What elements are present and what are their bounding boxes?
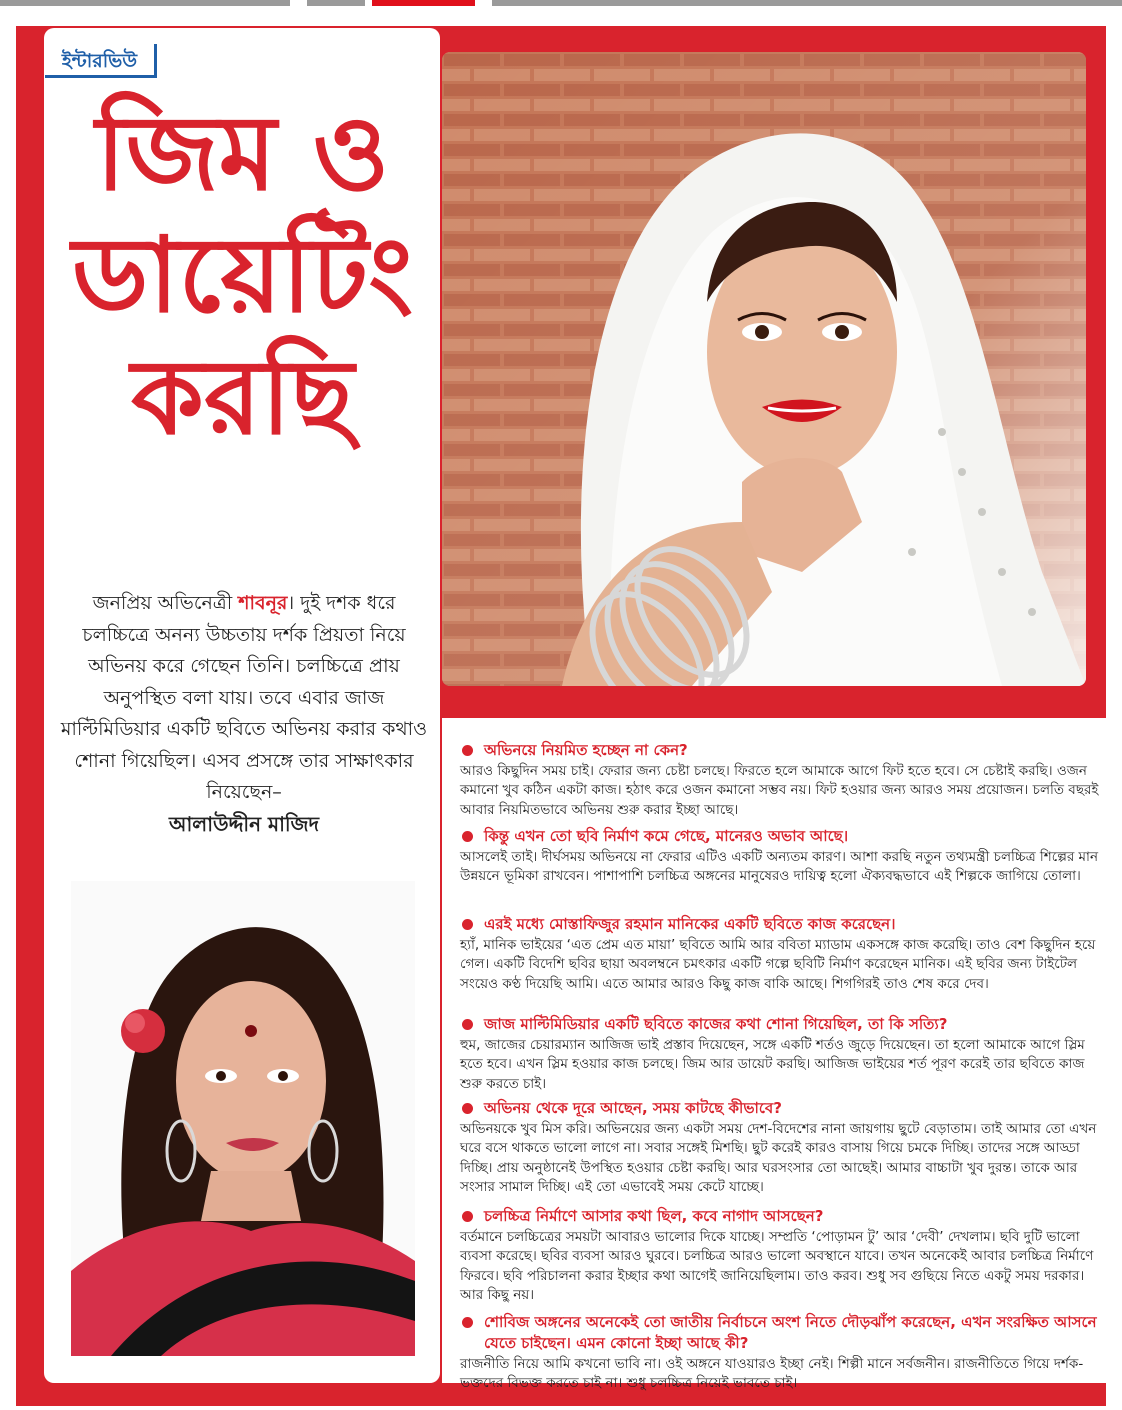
top-rule (307, 0, 365, 6)
answer: হুম, জাজের চেয়ারম্যান আজিজ ভাই প্রস্তাব দিয়েছেন, সঙ্গে একটি শর্তও জুড়ে দিয়েছেন। তা হলো আমাকে আগে স্লিম হতে হবে। এখন স্লিম হওয়ার কাজ চলছে। জিম আর ডায়েট করছি। আজিজ ভাইয়ের শর্ত পূরণ করেই তার ছবিতে কাজ শুরু করতে চাই। (460, 1037, 1085, 1092)
question: জাজ মাল্টিমিডিয়ার একটি ছবিতে কাজের কথা শোনা গিয়েছিল, তা কি সত্যি? (460, 1014, 1100, 1035)
headline-line: জিম ও (95, 92, 390, 214)
answer: বর্তমানে চলচ্চিত্রের সময়টা আবারও ভালোর দিকে যাচ্ছে। সম্প্রতি ‘পোড়ামন টু’ আর ‘দেবী’ দেখলাম। ছবি দুটি ভালো ব্যবসা করেছে। ছবির ব্যবসা আরও ঘুরবে। চলচ্চিত্র আরও ভালো অবস্থানে যাবে। তখন অনেকেই আবার চলচ্চিত্র নির্মাণে ফিরবে। ছবি পরিচালনা করার ইচ্ছার কথা আগেই জানিয়েছিলাম। তাও করব। শুধু সব গুছিয়ে নিতে একটু সময় দরকার। আর কিছু নয়। (460, 1229, 1094, 1303)
question: কিন্তু এখন তো ছবি নির্মাণ কমে গেছে, মানেরও অভাব আছে। (460, 826, 1100, 847)
headline (50, 92, 435, 458)
intro-text: । দুই দশক ধরে চলচ্চিত্রে অনন্য উচ্চতায় দর্শক প্রিয়তা নিয়ে অভিনয় করে গেছেন তিনি। চলচ্চিত্রে প্রায় অনুপস্থিত বলা যায়। তবে এবার জাজ মাল্টিমিডিয়ার একটি ছবিতে অভিনয় করার কথাও শোনা গিয়েছিল। এসব প্রসঙ্গে তার সাক্ষাৎকার নিয়েছেন– (60, 592, 428, 803)
secondary-portrait-photo (71, 881, 415, 1356)
answer: আরও কিছুদিন সময় চাই। ফেরার জন্য চেষ্টা চলছে। ফিরতে হলে আমাকে আগে ফিট হতে হবে। সে চেষ্টাই করছি। ওজন কমানো খুব কঠিন একটা কাজ। হঠাৎ করে ওজন কমানো সম্ভব নয়। ফিট হওয়ার জন্য আরও সময় প্রয়োজন। চলতি বছরই আবার নিয়মিতভাবে অভিনয় শুরু করার ইচ্ছা আছে। (460, 763, 1099, 818)
qa-item (460, 1098, 1100, 1197)
qa-item (460, 1206, 1100, 1305)
portrait-illustration (71, 881, 415, 1356)
main-portrait-photo (442, 52, 1086, 686)
intro-paragraph (58, 588, 430, 840)
section-tag: ইন্টারভিউ (45, 44, 157, 78)
answer: অভিনয়কে খুব মিস করি। অভিনয়ের জন্য একটা সময় দেশ-বিদেশের নানা জায়গায় ছুটে বেড়াতাম। তাই আমার তো এখন ঘরে বসে থাকতে ভালো লাগে না। সবার সঙ্গেই মিশছি। ছুট করেই কারও বাসায় গিয়ে চমকে দিচ্ছি। তাদের সঙ্গে আড্ডা দিচ্ছি। প্রায় অনুষ্ঠানেই উপস্থিত হওয়ার চেষ্টা করছি। আর ঘরসংসার তো আছেই। আমার বাচ্চাটা খুব দুরন্ত। তাকে আর সংসার সামাল দিচ্ছি। এই তো এভাবেই সময় কেটে যাচ্ছে। (460, 1121, 1097, 1195)
actress-name: শাবনূর (238, 592, 288, 614)
portrait-illustration (442, 52, 1086, 686)
top-rule (492, 0, 1122, 6)
question: এরই মধ্যে মোস্তাফিজুর রহমান মানিকের একটি ছবিতে কাজ করেছেন। (460, 914, 1100, 935)
qa-item (460, 1014, 1100, 1094)
top-rule (0, 0, 290, 6)
question: চলচ্চিত্র নির্মাণে আসার কথা ছিল, কবে নাগাদ আসছেন? (460, 1206, 1100, 1227)
headline-line: ডায়েটিং (72, 214, 413, 336)
top-rule-accent (372, 0, 475, 6)
intro-text: জনপ্রিয় অভিনেত্রী (92, 592, 239, 614)
headline-line: করছি (131, 336, 354, 458)
answer: হ্যাঁ, মানিক ভাইয়ের ‘এত প্রেম এত মায়া’ ছবিতে আমি আর ববিতা ম্যাডাম একসঙ্গে কাজ করেছি। তাও বেশ কিছুদিন হয়ে গেল। একটি বিদেশি ছবির ছায়া অবলম্বনে চমৎকার একটি গল্পে ছবিটি নির্মাণ করেছেন মানিক। এই ছবির জন্য টাইটেল সংয়েও কণ্ঠ দিয়েছি আমি। এতে আমার আরও কিছু কাজ বাকি আছে। শিগগিরই তাও শেষ করে দেব। (460, 937, 1096, 992)
question: অভিনয়ে নিয়মিত হচ্ছেন না কেন? (460, 740, 1100, 761)
question: অভিনয় থেকে দূরে আছেন, সময় কাটছে কীভাবে? (460, 1098, 1100, 1119)
question: শোবিজ অঙ্গনের অনেকেই তো জাতীয় নির্বাচনে অংশ নিতে দৌড়ঝাঁপ করেছেন, এখন সংরক্ষিত আসনে যেতে চাইছেন। এমন কোনো ইচ্ছা আছে কী? (460, 1312, 1100, 1354)
answer: আসলেই তাই। দীর্ঘসময় অভিনয়ে না ফেরার এটিও একটি অন্যতম কারণ। আশা করছি নতুন তথ্যমন্ত্রী চলচ্চিত্র শিল্পের মান উন্নয়নে ভূমিকা রাখবেন। পাশাপাশি চলচ্চিত্র অঙ্গনের মানুষেরও দায়িত্ব হলো ঐক্যবদ্ধভাবে এই শিল্পকে জাগিয়ে তোলা। (460, 849, 1099, 885)
qa-item (460, 914, 1100, 994)
qa-item (460, 1312, 1100, 1394)
qa-item (460, 740, 1100, 820)
answer: রাজনীতি নিয়ে আমি কখনো ভাবি না। ওই অঙ্গনে যাওয়ারও ইচ্ছা নেই। শিল্পী মানে সর্বজনীন। রাজনীতিতে গিয়ে দর্শক-ভক্তদের বিভক্ত করতে চাই না। শুধু চলচ্চিত্র নিয়েই ভাবতে চাই। (460, 1356, 1084, 1392)
qa-item (460, 826, 1100, 887)
byline: আলাউদ্দীন মাজিদ (168, 811, 320, 836)
